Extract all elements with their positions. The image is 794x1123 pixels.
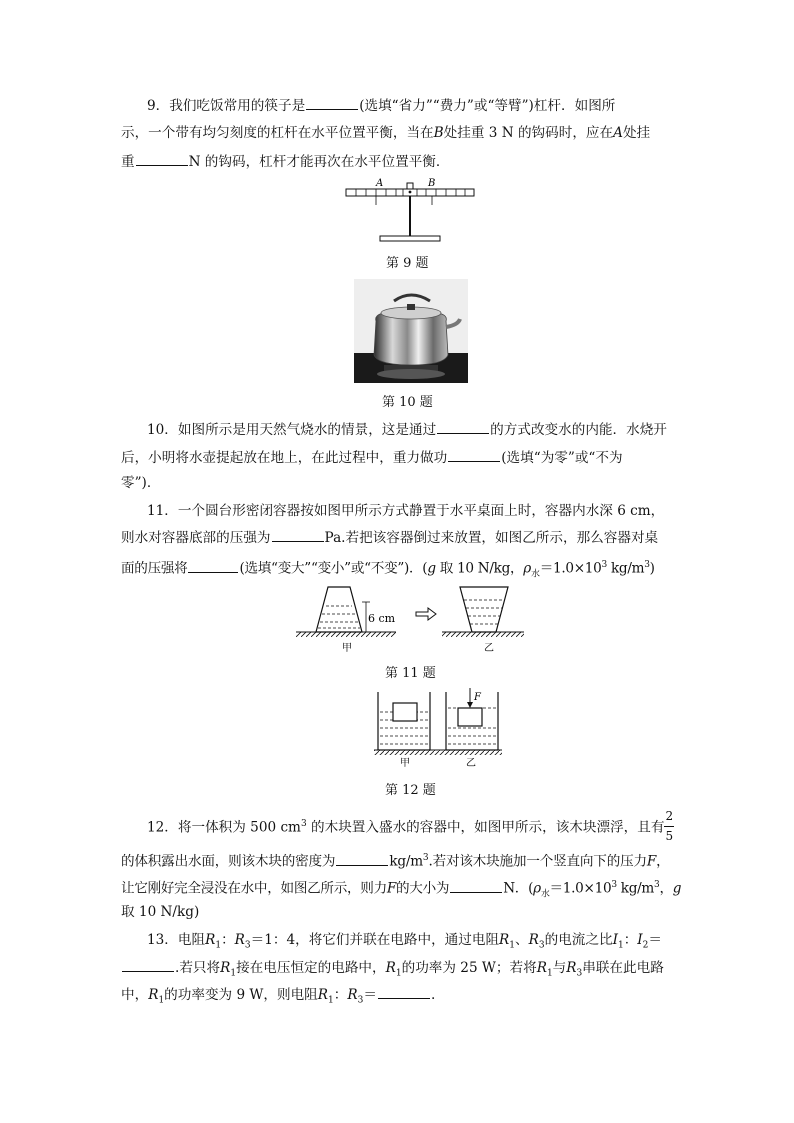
fraction-two-fifths: $\frac{2}{5}$	[665, 809, 674, 844]
point-b-label: B	[428, 178, 436, 189]
answer-blank[interactable]	[188, 559, 238, 573]
label-jia: 甲	[400, 758, 410, 769]
lever-figure	[344, 176, 476, 244]
kettle-photo	[354, 279, 468, 383]
q9-line-1: 9．我们吃饭常用的筷子是 (选填“省力”“费力”或“等臂”)杠杆．如图所	[147, 98, 616, 114]
floating-block-figure	[374, 686, 502, 770]
q12-line-1: 12．将一体积为 500 $cm^3$ 的木块置入盛水的容器中，如图甲所示，该木块漂浮，且有 $\frac{2}{5}$	[147, 809, 674, 844]
label-jia: 甲	[342, 643, 352, 654]
q10-line-2: 后，小明将水壶提起放在地上，在此过程中，重力做功 (选填“为零”或“不为	[121, 450, 623, 466]
q9-caption: 第 9 题	[386, 256, 429, 271]
q13-line-1: 13．电阻$R_1$：$R_3=1$：4，将它们并联在电路中，通过电阻$R_1$、$R_3$的电流之比$I_1$：$I_2=$	[147, 932, 662, 951]
answer-blank[interactable]	[336, 852, 388, 866]
answer-blank[interactable]	[306, 96, 358, 110]
q10-line-3: 零”)．	[121, 475, 161, 491]
label-yi: 乙	[466, 758, 476, 769]
point-a-label: A	[376, 178, 384, 189]
label-yi: 乙	[484, 643, 494, 654]
answer-blank[interactable]	[136, 152, 188, 166]
q13-line-3: 中，$R_1$的功率变为 9 W，则电阻$R_1$：$R_3=$ .	[121, 987, 436, 1006]
q9-line-3: 重 N 的钩码，杠杆才能再次在水平位置平衡．	[121, 154, 450, 170]
answer-blank[interactable]	[272, 528, 324, 542]
q12-line-4: 取 10 N/kg)	[121, 904, 200, 920]
q10-caption: 第 10 题	[382, 395, 433, 410]
answer-blank[interactable]	[122, 958, 174, 972]
q9-line-2: 示，一个带有均匀刻度的杠杆在水平位置平衡，当在B处挂重 3 N 的钩码时，应在A处挂	[121, 125, 651, 141]
q10-line-1: 10．如图所示是用天然气烧水的情景，这是通过 的方式改变水的内能．水烧开	[147, 422, 667, 438]
q11-line-3: 面的压强将 (选填“变大”“变小”或“不变”)．(g 取 10 N/kg，$\rho_水=1.0\times 10^3$ $kg/m^3$)	[121, 560, 655, 580]
force-f-label: F	[474, 692, 481, 703]
q12-line-3: 让它刚好完全浸没在水中，如图乙所示，则力F的大小为 N．($\rho_水=1.0\times 10^3$ $kg/m^3$，g	[121, 880, 682, 900]
answer-blank[interactable]	[448, 448, 500, 462]
q11-line-1: 11．一个圆台形密闭容器按如图甲所示方式静置于水平桌面上时，容器内水深 6 cm，	[147, 503, 665, 519]
answer-blank[interactable]	[450, 879, 502, 893]
q12-line-2: 的体积露出水面，则该木块的密度为 $kg/m^3$.若对该木块施加一个竖直向下的压力F，	[121, 853, 670, 870]
q13-line-2: .若只将$R_1$接在电压恒定的电路中，$R_1$的功率为 25 W；若将$R_1$与$R_3$串联在此电路	[121, 958, 664, 983]
water-depth-label: 6 cm	[368, 612, 396, 625]
q11-caption: 第 11 题	[385, 666, 436, 681]
q11-line-2: 则水对容器底部的压强为 Pa.若把该容器倒过来放置，如图乙所示，那么容器对桌	[121, 530, 659, 546]
answer-blank[interactable]	[437, 420, 489, 434]
answer-blank[interactable]	[378, 985, 430, 999]
q12-caption: 第 12 题	[385, 783, 436, 798]
frustum-container-figure	[296, 582, 524, 654]
